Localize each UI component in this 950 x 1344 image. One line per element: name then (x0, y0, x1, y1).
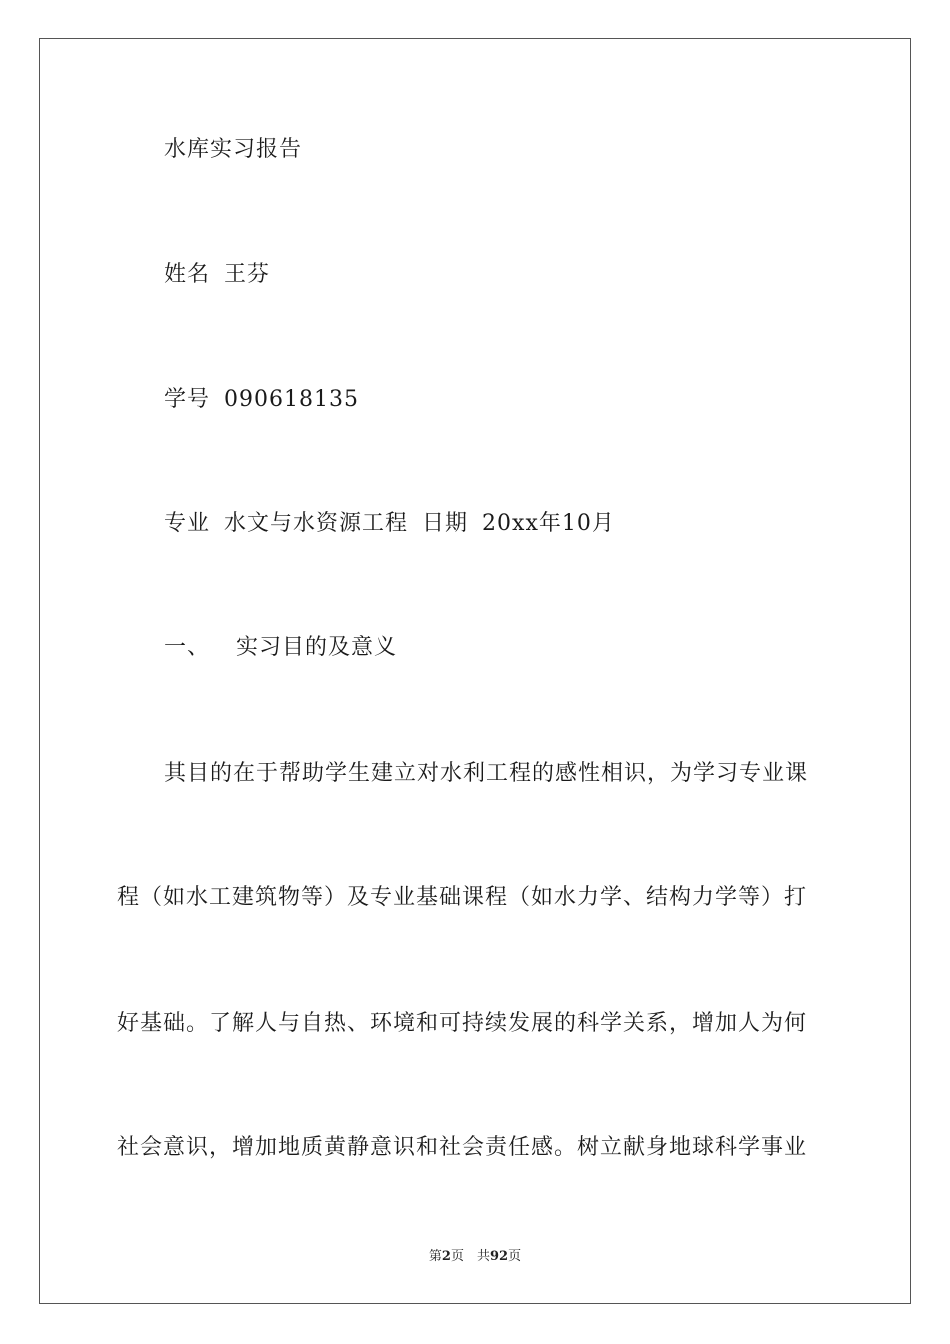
page-suffix: 页 (508, 1249, 522, 1264)
name-row (164, 261, 270, 289)
paragraph-line: 社会意识，增加地质黄静意识和社会责任感。树立献身地球科学事业 (117, 1135, 808, 1160)
paragraph-line: 其目的在于帮助学生建立对水利工程的感性相识，为学习专业课 (164, 761, 809, 786)
student-id-value: 090618135 (224, 387, 359, 412)
student-id-label: 学号 (164, 387, 211, 412)
major-value: 水文与水资源工程 (224, 511, 409, 536)
section-number: 一、 (164, 635, 211, 660)
paragraph-line: 好基础。了解人与自热、环境和可持续发展的科学关系，增加人为何 (117, 1011, 808, 1036)
page-total: 92 (489, 1249, 509, 1264)
page-current: 2 (441, 1249, 451, 1264)
student-id-row (164, 386, 359, 414)
major-date-row (164, 510, 615, 538)
date-value: 20xx年10月 (482, 511, 615, 536)
name-value: 王芬 (224, 262, 271, 287)
page-prefix: 第 (428, 1249, 442, 1264)
name-label: 姓名 (164, 262, 211, 287)
major-label: 专业 (164, 511, 211, 536)
paragraph-line: 程（如水工建筑物等）及专业基础课程（如水力学、结构力学等）打 (117, 885, 808, 910)
section-heading (164, 634, 397, 662)
date-label: 日期 (422, 511, 469, 536)
page-mid: 页 共 (450, 1249, 490, 1264)
section-title: 实习目的及意义 (236, 635, 398, 660)
page-border (39, 38, 911, 1304)
document-title: 水库实习报告 (164, 137, 303, 162)
page-footer (0, 1248, 950, 1266)
